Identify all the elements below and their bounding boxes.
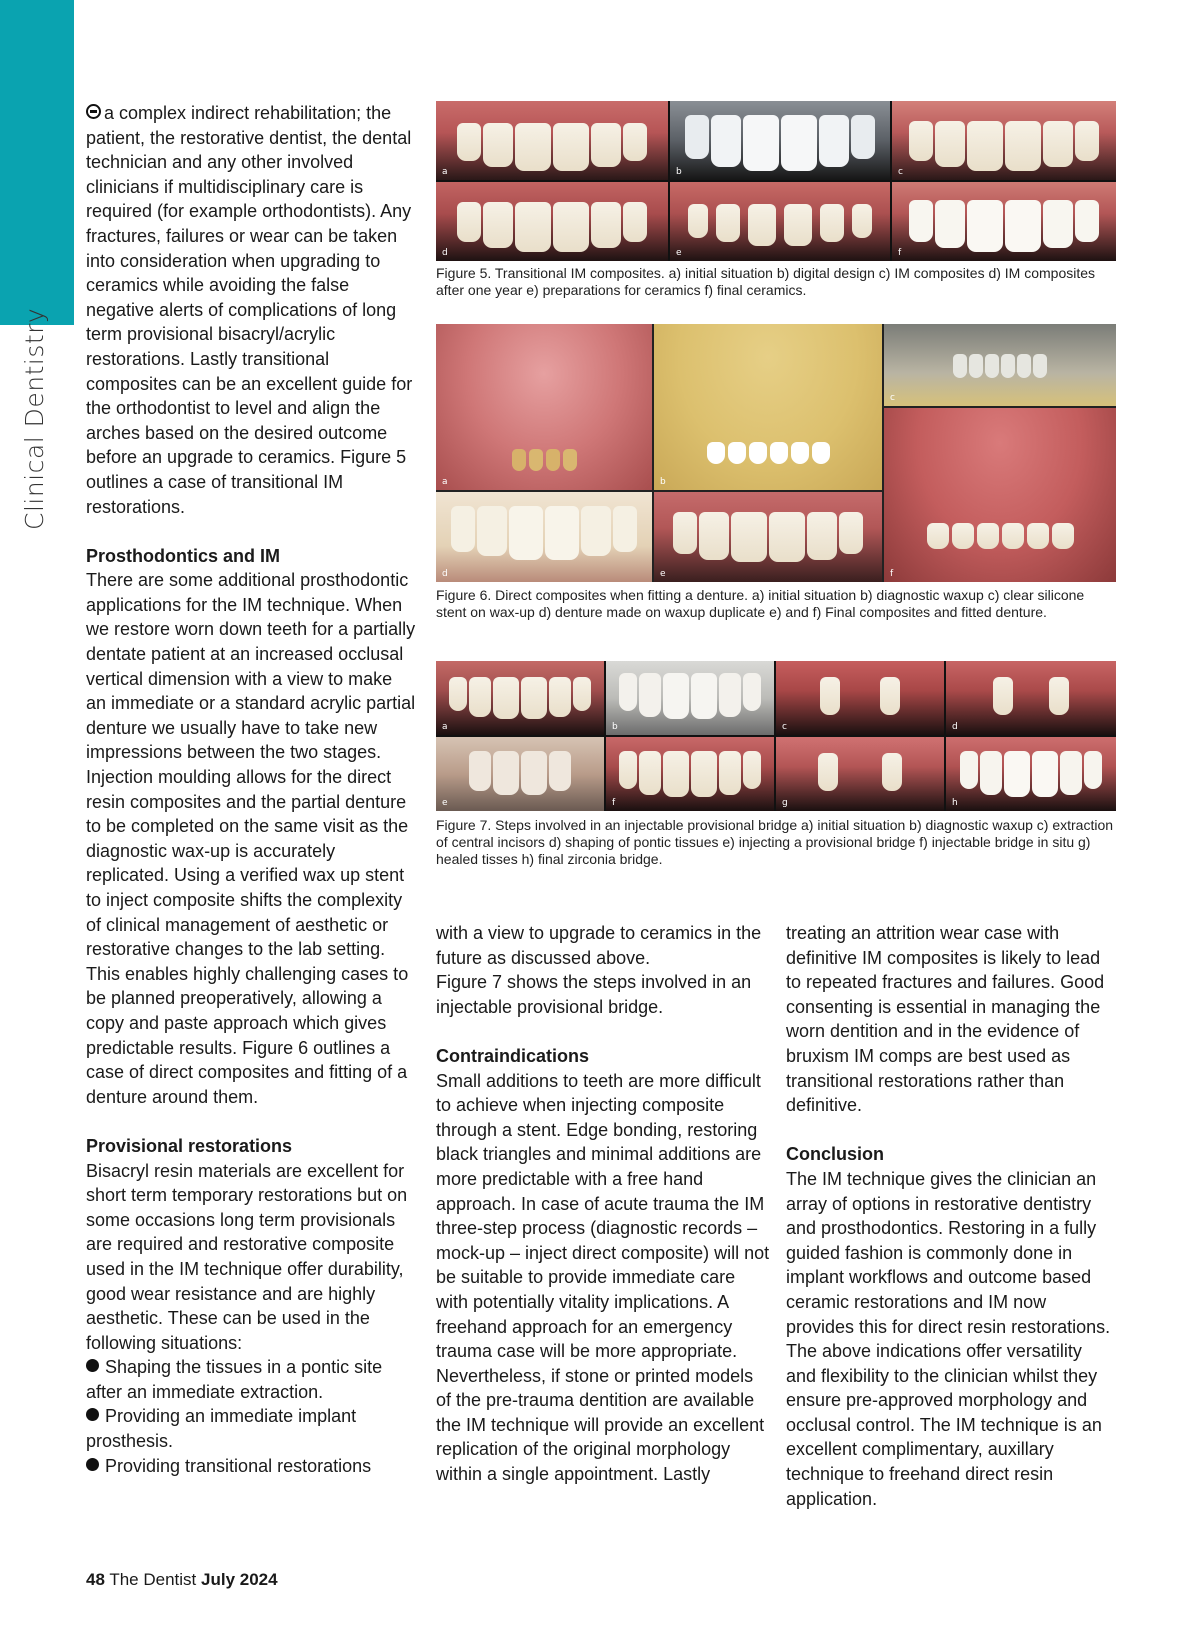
figure-5-panel-c: c <box>892 101 1116 180</box>
publication-name: The Dentist <box>109 1570 197 1589</box>
figure-7-panel-d: d <box>946 661 1116 735</box>
paragraph-conclusion: The IM technique gives the clinician an array of options in restorative dentistry and prosthodontics. Restoring in a fully guided fashion is commonly done in implant workflows and outcome based ceramic restorations and IM now provides this for direct resin restorations. The above indications offer versatility and flexibility to the clinician whilst they ensure pre-approved morphology and occlusal control. The IM technique is an excellent complimentary, auxillary technique to freehand direct resin application. <box>786 1168 1111 1509</box>
issue-date: July 2024 <box>201 1570 278 1589</box>
figure-7-panel-b: b <box>606 661 774 735</box>
bullet-item: Providing transitional restorations <box>86 1454 416 1479</box>
column-2 <box>436 921 771 1487</box>
figure-7-panel-a: a <box>436 661 604 735</box>
figure-7-image <box>436 661 1116 811</box>
figure-5-panel-d: d <box>436 182 668 261</box>
continued-arrow-icon <box>86 104 101 119</box>
paragraph-intro: a complex indirect rehabilitation; the patient, the restorative dentist, the dental technician and any other involved clinicians if multidisciplinary care is required (for example orthodontists). Any fractures, failures or wear can be taken into consideration when upgrading to ceramics while avoiding the false negative alerts of complications of long term provisional bisacryl/acrylic restorations. Lastly transitional composites can be an excellent guide for the orthodontist to level and align the arches based on the desired outcome before an upgrade to ceramics. Figure 5 outlines a case of transitional IM restorations. <box>86 103 413 517</box>
heading-provisional: Provisional restorations <box>86 1135 293 1156</box>
paragraph-contraindications: Small additions to teeth are more difficult to achieve when injecting composite through a stent. Edge bonding, restoring black triangles and minimal additions are more predictable with a free hand approach. In case of acute trauma the IM three-step process (diagnostic records – mock-up – inject direct composite) will not be suitable to provide immediate care with potentially vitality implications. A freehand approach for an emergency trauma case will be more appropriate. Nevertheless, if stone or printed models of the pre-trauma dentition are available the IM technique will provide an excellent replication of the original morphology within a single appointment. Lastly <box>436 1070 770 1485</box>
paragraph-prosthodontics: There are some additional prosthodontic applications for the IM technique. When we restore worn down teeth for a partially dentate patient at an increased occlusal vertical dimension with a view to make an immediate or a standard acrylic partial denture we usually have to take new impressions between the two stages. Injection moulding allows for the direct resin composites and the partial denture to be completed on the same visit as the diagnostic wax-up is accurately replicated. Using a verified wax up stent to inject composite shifts the complexity of clinical management of aesthetic or restorative changes to the lab setting. This enables highly challenging cases to be planned preoperatively, allowing a copy and paste approach which gives predictable results. Figure 6 outlines a case of direct composites and fitting of a denture around them. <box>86 570 416 1107</box>
paragraph-continued: with a view to upgrade to ceramics in the future as discussed above. <box>436 923 762 968</box>
section-label: Clinical Dentistry <box>20 307 49 530</box>
bullet-icon <box>86 1408 99 1421</box>
bullet-item: Providing an immediate implant prosthesis. <box>86 1406 357 1452</box>
heading-prosthodontics: Prosthodontics and IM <box>86 545 281 566</box>
figure-7-panel-e: e <box>436 737 604 811</box>
figure-5-panel-f: f <box>892 182 1116 261</box>
figure-7-panel-h: h <box>946 737 1116 811</box>
figure-6-panel-a: a <box>436 324 652 490</box>
figure-6-caption: Figure 6. Direct composites when fitting a denture. a) initial situation b) diagnostic waxup c) clear silicone stent on wax-up d) denture made on waxup duplicate e) and f) Final composites and fitted denture. <box>436 587 1085 620</box>
figure-7-panel-f: f <box>606 737 774 811</box>
figure-5-caption: Figure 5. Transitional IM composites. a) initial situation b) digital design c) IM composites d) IM composites after one year e) preparations for ceramics f) final ceramics. <box>436 265 1096 298</box>
figure-7-panel-c: c <box>776 661 944 735</box>
figure-7-panel-g: g <box>776 737 944 811</box>
page-number: 48 <box>86 1570 105 1589</box>
paragraph-figure-7: Figure 7 shows the steps involved in an injectable provisional bridge. <box>436 972 752 1017</box>
bullet-item: Shaping the tissues in a pontic site after an immediate extraction. <box>86 1357 383 1402</box>
heading-conclusion: Conclusion <box>786 1144 884 1165</box>
figure-5-panel-a: a <box>436 101 668 180</box>
figure-5-panel-b: b <box>670 101 890 180</box>
accent-bar <box>0 0 74 325</box>
figure-6-panel-f: f <box>884 408 1116 582</box>
paragraph-provisional: Bisacryl resin materials are excellent for short term temporary restorations but on some occasions long term provisionals are required and restorative composite used in the IM technique offer durability, good wear resistance and are highly aesthetic. These can be used in the following situations: <box>86 1160 408 1353</box>
figure-7-caption: Figure 7. Steps involved in an injectable provisional bridge a) initial situation b) diagnostic waxup c) extraction of central incisors d) shaping of pontic tissues e) injecting a provisional bridge f) injectable bridge in situ g) healed tisses h) final zirconia bridge. <box>436 817 1114 867</box>
figure-6-panel-d: d <box>436 492 652 582</box>
column-3 <box>786 921 1116 1511</box>
figure-6-panel-c: c <box>884 324 1116 406</box>
figure-5-image <box>436 101 1116 261</box>
figure-6-panel-e: e <box>654 492 882 582</box>
column-1 <box>86 101 416 1478</box>
heading-contraindications: Contraindications <box>436 1045 590 1066</box>
figure-6-panel-b: b <box>654 324 882 490</box>
bullet-icon <box>86 1359 99 1372</box>
page-footer <box>86 1570 278 1590</box>
figure-5-panel-e: e <box>670 182 890 261</box>
figure-6-image <box>436 324 1116 582</box>
bullet-icon <box>86 1458 99 1471</box>
paragraph-continued: treating an attrition wear case with definitive IM composites is likely to lead to repeated fractures and failures. Good consenting is essential in managing the worn dentition and in the evidence of bruxism IM comps are best used as transitional restorations rather than definitive. <box>786 923 1105 1116</box>
